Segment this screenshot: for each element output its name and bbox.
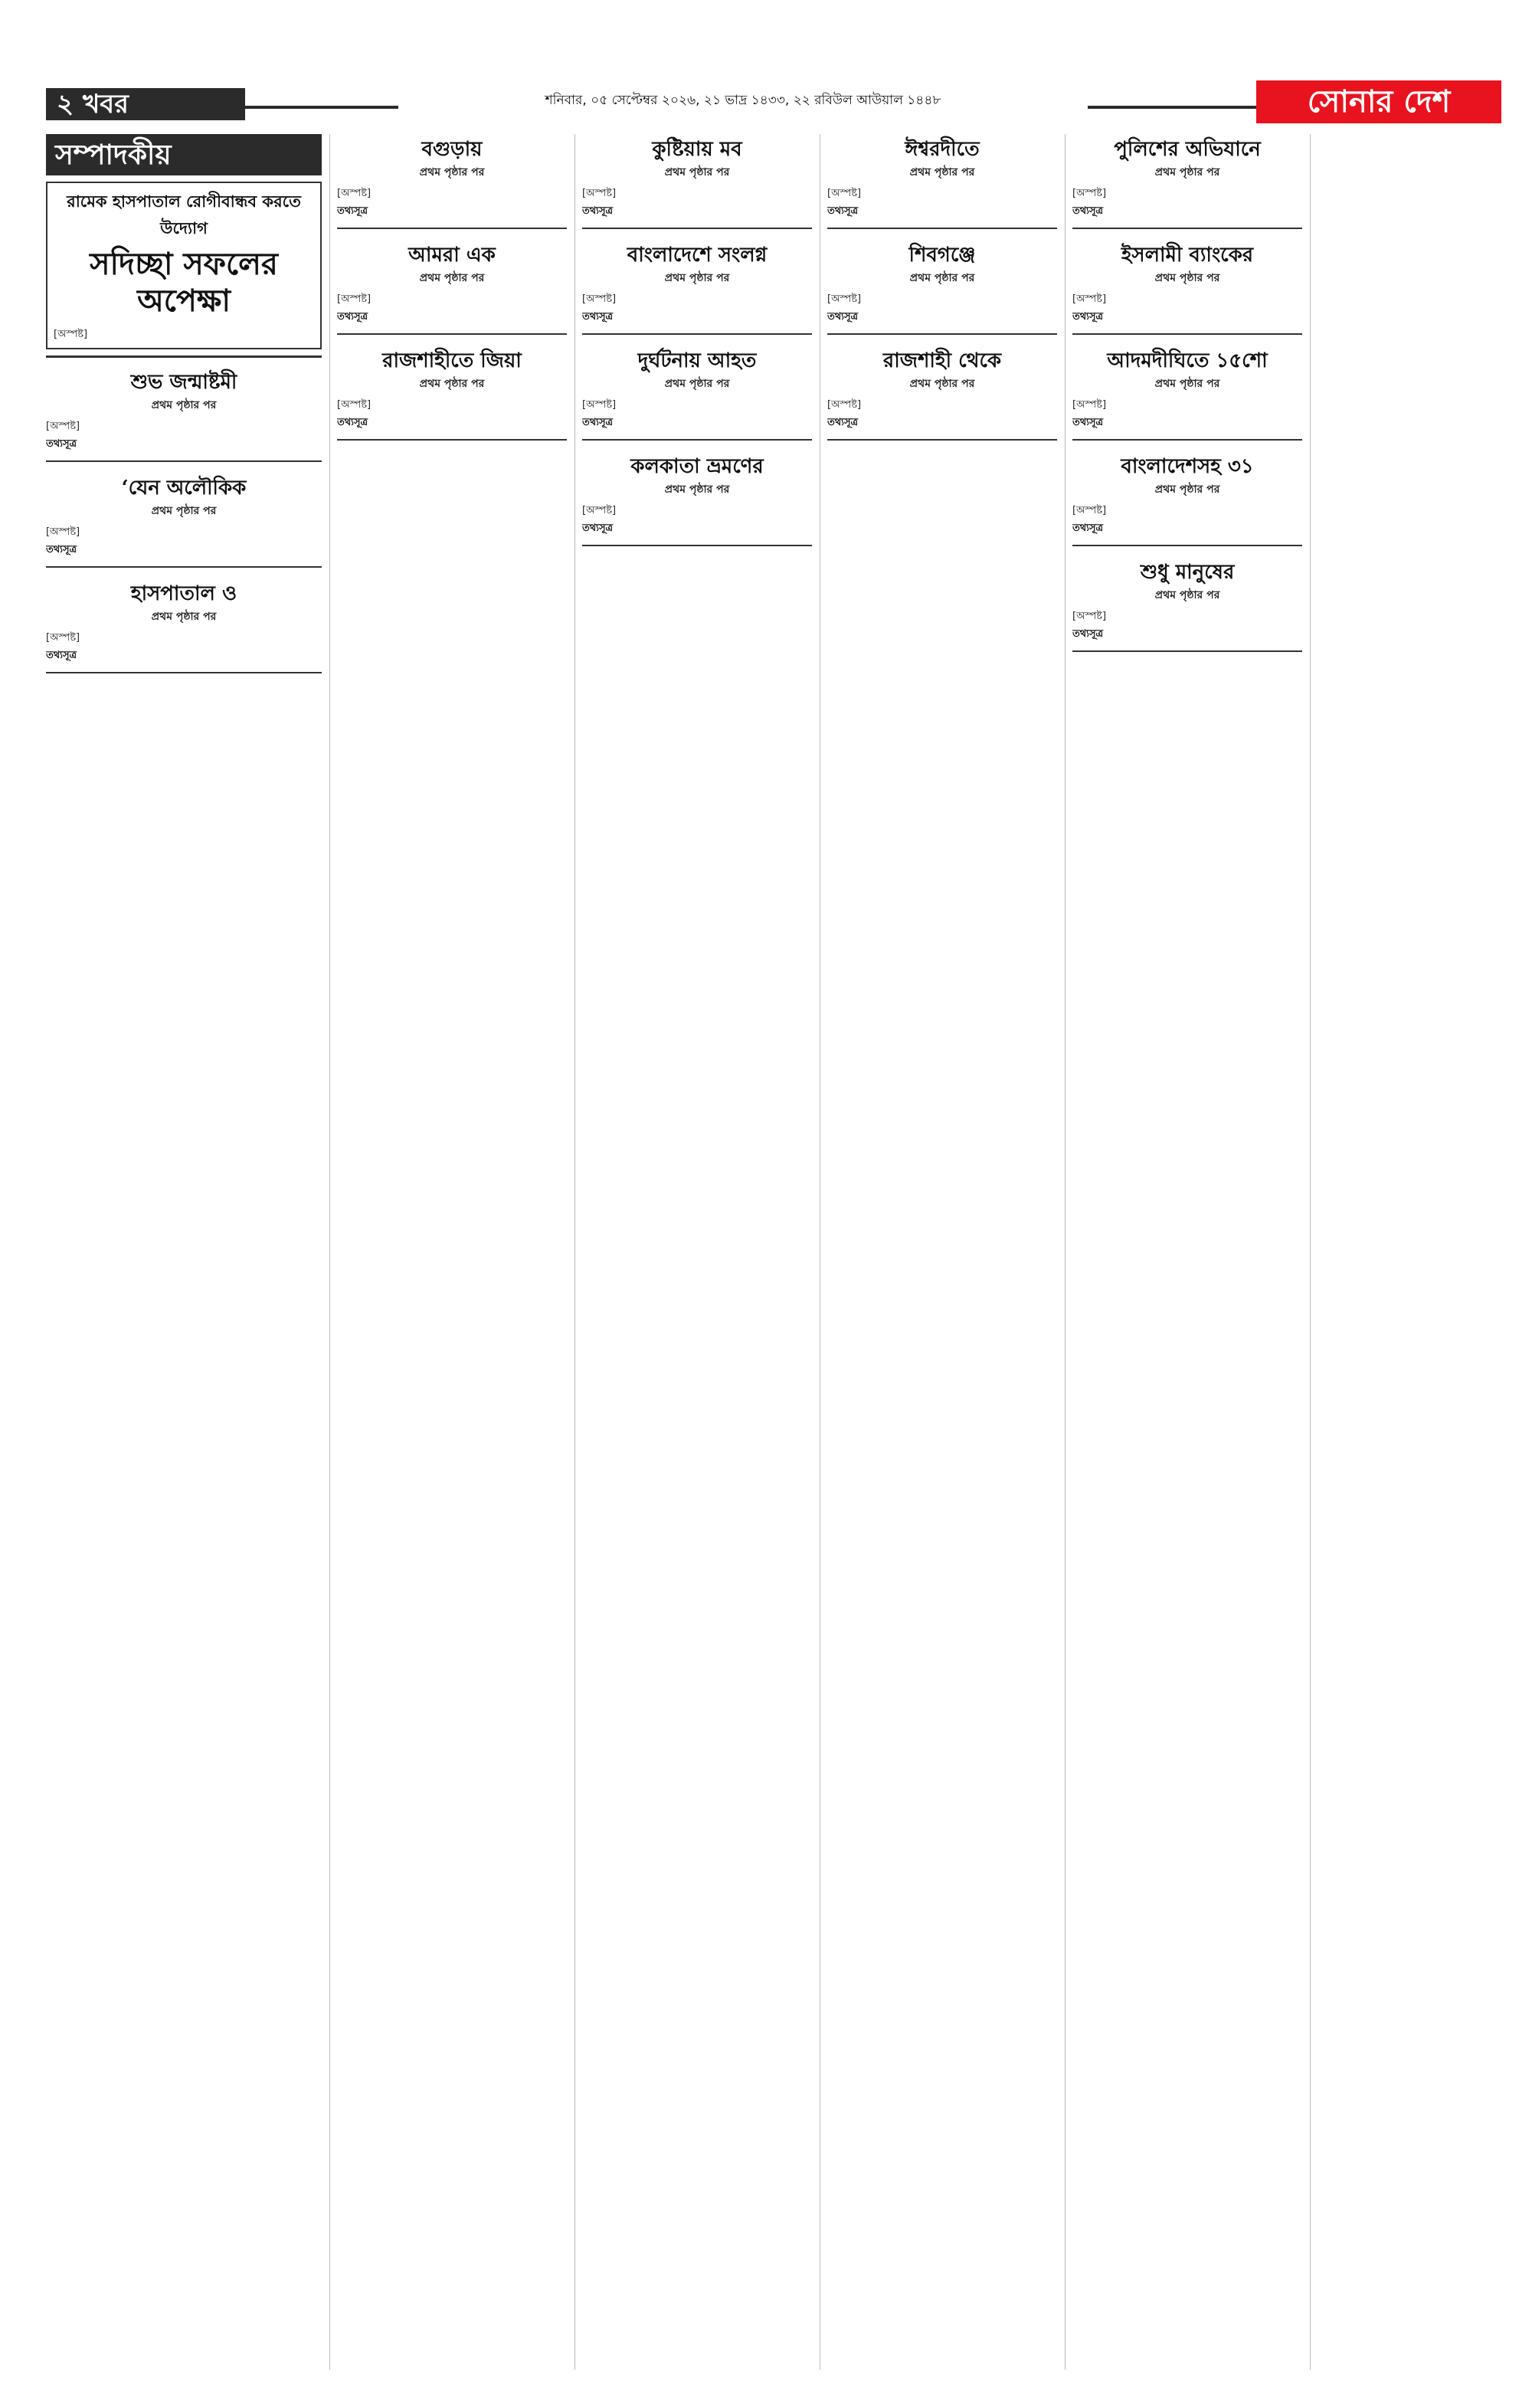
story-headline: দুর্ঘটনায় আহত	[637, 349, 757, 372]
story-divider	[827, 228, 1057, 229]
story-divider	[1072, 333, 1302, 335]
continued-label: প্রথম পৃষ্ঠার পর	[1154, 483, 1220, 496]
date-line: শনিবার, ০৫ সেপ্টেম্বর ২০২৬, ২১ ভাদ্র ১৪৩৩, ২২ রবিউল আউয়াল ১৪৪৮	[398, 90, 1088, 112]
story-source: তথ্যসূত্র	[337, 205, 368, 217]
editorial-box	[46, 182, 322, 349]
story-source: তথ্যসূত্র	[582, 205, 614, 217]
story-body: [অস্পষ্ট]	[827, 188, 862, 199]
editorial-section-head: সম্পাদকীয়	[46, 134, 322, 175]
news-story	[827, 243, 1057, 335]
editorial-kicker: রামেক হাসপাতাল রোগীবান্ধব করতে উদ্যোগ	[67, 192, 301, 238]
story-divider	[827, 439, 1057, 441]
story-source: তথ্যসূত্র	[582, 417, 614, 428]
editorial-body: [অস্পষ্ট]	[54, 329, 88, 340]
story-body: [অস্পষ্ট]	[1072, 399, 1107, 411]
story-body: [অস্পষ্ট]	[46, 421, 80, 432]
story-body: [অস্পষ্ট]	[827, 293, 862, 305]
column-divider	[329, 134, 330, 2370]
story-source: তথ্যসূত্র	[1072, 523, 1104, 534]
column-4	[827, 134, 1057, 2370]
news-story	[1072, 454, 1302, 546]
news-story	[582, 454, 812, 546]
story-source: তথ্যসূত্র	[1072, 311, 1104, 323]
story-headline: কুষ্টিয়ায় মব	[652, 138, 742, 161]
story-divider	[582, 545, 812, 546]
story-divider	[337, 228, 567, 229]
continued-label: প্রথম পৃষ্ঠার পর	[664, 378, 730, 390]
story-divider	[46, 672, 322, 673]
continued-label: প্রথম পৃষ্ঠার পর	[664, 166, 730, 179]
continued-label: প্রথম পৃষ্ঠার পর	[151, 505, 217, 517]
news-story	[1072, 243, 1302, 335]
story-headline: ইসলামী ব্যাংকের	[1121, 244, 1254, 267]
story-body: [অস্পষ্ট]	[46, 526, 80, 538]
news-story	[827, 349, 1057, 441]
news-story	[1072, 137, 1302, 229]
column-divider	[1310, 134, 1311, 2370]
continued-label: প্রথম পৃষ্ঠার পর	[419, 378, 485, 390]
continued-label: প্রথম পৃষ্ঠার পর	[909, 272, 975, 284]
column-divider	[574, 134, 575, 2370]
continued-label: প্রথম পৃষ্ঠার পর	[1154, 272, 1220, 284]
news-story	[582, 243, 812, 335]
continued-label: প্রথম পৃষ্ঠার পর	[1154, 589, 1220, 601]
story-source: তথ্যসূত্র	[827, 417, 859, 428]
story-source: তথ্যসূত্র	[1072, 417, 1104, 428]
news-story	[1072, 349, 1302, 441]
story-body: [অস্পষ্ট]	[1072, 505, 1107, 516]
story-headline: শিবগঞ্জে	[908, 244, 976, 267]
story-divider	[46, 460, 322, 462]
news-story	[582, 137, 812, 229]
editorial-end-rule	[46, 355, 322, 358]
continued-label: প্রথম পৃষ্ঠার পর	[151, 611, 217, 623]
news-story	[337, 137, 567, 229]
continued-label: প্রথম পৃষ্ঠার পর	[419, 272, 485, 284]
story-body: [অস্পষ্ট]	[337, 293, 372, 305]
paper-name: সোনার দেশ	[1256, 80, 1501, 123]
story-source: তথ্যসূত্র	[337, 417, 368, 428]
column-3	[582, 134, 812, 2370]
continued-label: প্রথম পৃষ্ঠার পর	[664, 272, 730, 284]
story-divider	[46, 566, 322, 568]
continued-label: প্রথম পৃষ্ঠার পর	[664, 483, 730, 496]
story-headline: কলকাতা ভ্রমণের	[630, 455, 764, 478]
story-divider	[827, 333, 1057, 335]
story-headline: পুলিশের অভিযানে	[1114, 138, 1261, 161]
story-divider	[1072, 545, 1302, 546]
story-body: [অস্পষ্ট]	[46, 632, 80, 644]
story-divider	[1072, 439, 1302, 441]
story-divider	[1072, 228, 1302, 229]
news-story	[337, 349, 567, 441]
story-source: তথ্যসূত্র	[337, 311, 368, 323]
continued-label: প্রথম পৃষ্ঠার পর	[151, 399, 217, 411]
story-headline: বাংলাদেশসহ ৩১	[1121, 455, 1254, 478]
column-1	[46, 134, 322, 2370]
story-headline: হাসপাতাল ও	[130, 582, 237, 605]
story-source: তথ্যসূত্র	[827, 205, 859, 217]
column-divider	[1065, 134, 1066, 2370]
continued-label: প্রথম পৃষ্ঠার পর	[909, 166, 975, 179]
continued-label: প্রথম পৃষ্ঠার পর	[419, 166, 485, 179]
news-story	[46, 582, 322, 673]
story-body: [অস্পষ্ট]	[582, 293, 617, 305]
story-divider	[582, 439, 812, 441]
story-divider	[582, 228, 812, 229]
story-headline: রাজশাহীতে জিয়া	[382, 349, 522, 372]
story-body: [অস্পষ্ট]	[337, 188, 372, 199]
story-body: [অস্পষ্ট]	[337, 399, 372, 411]
story-body: [অস্পষ্ট]	[827, 399, 862, 411]
story-source: তথ্যসূত্র	[46, 438, 77, 450]
column-2	[337, 134, 567, 2370]
story-source: তথ্যসূত্র	[46, 544, 77, 555]
story-headline: শুভ জন্মাষ্টমী	[130, 371, 237, 394]
news-story	[1072, 560, 1302, 652]
story-divider	[337, 439, 567, 441]
story-headline: বাংলাদেশে সংলগ্ন	[627, 244, 768, 267]
story-source: তথ্যসূত্র	[1072, 628, 1104, 640]
story-body: [অস্পষ্ট]	[582, 399, 617, 411]
story-headline: বগুড়ায়	[421, 138, 483, 161]
masthead	[0, 0, 1532, 120]
story-body: [অস্পষ্ট]	[582, 188, 617, 199]
story-divider	[337, 333, 567, 335]
story-source: তথ্যসূত্র	[1072, 205, 1104, 217]
news-story	[46, 370, 322, 462]
page-label: ২ খবর	[46, 88, 245, 120]
story-headline: আদমদীঘিতে ১৫শো	[1107, 349, 1268, 372]
continued-label: প্রথম পৃষ্ঠার পর	[1154, 166, 1220, 179]
story-headline: রাজশাহী থেকে	[882, 349, 1002, 372]
news-story	[337, 243, 567, 335]
story-headline: ‘যেন অলৌকিক	[121, 477, 247, 500]
story-source: তথ্যসূত্র	[582, 523, 614, 534]
column-5	[1072, 134, 1302, 2370]
continued-label: প্রথম পৃষ্ঠার পর	[1154, 378, 1220, 390]
story-body: [অস্পষ্ট]	[1072, 611, 1107, 622]
story-source: তথ্যসূত্র	[582, 311, 614, 323]
editorial-title: সদিচ্ছা সফলের অপেক্ষা	[90, 246, 278, 319]
story-headline: আমরা এক	[408, 244, 496, 267]
continued-label: প্রথম পৃষ্ঠার পর	[909, 378, 975, 390]
news-story	[46, 476, 322, 568]
story-source: তথ্যসূত্র	[46, 650, 77, 661]
story-body: [অস্পষ্ট]	[1072, 188, 1107, 199]
story-headline: শুধু মানুষের	[1140, 561, 1235, 584]
story-divider	[582, 333, 812, 335]
story-body: [অস্পষ্ট]	[582, 505, 617, 516]
news-story	[582, 349, 812, 441]
news-story	[827, 137, 1057, 229]
story-divider	[1072, 650, 1302, 652]
story-headline: ঈশ্বরদীতে	[905, 138, 980, 161]
story-body: [অস্পষ্ট]	[1072, 293, 1107, 305]
story-source: তথ্যসূত্র	[827, 311, 859, 323]
